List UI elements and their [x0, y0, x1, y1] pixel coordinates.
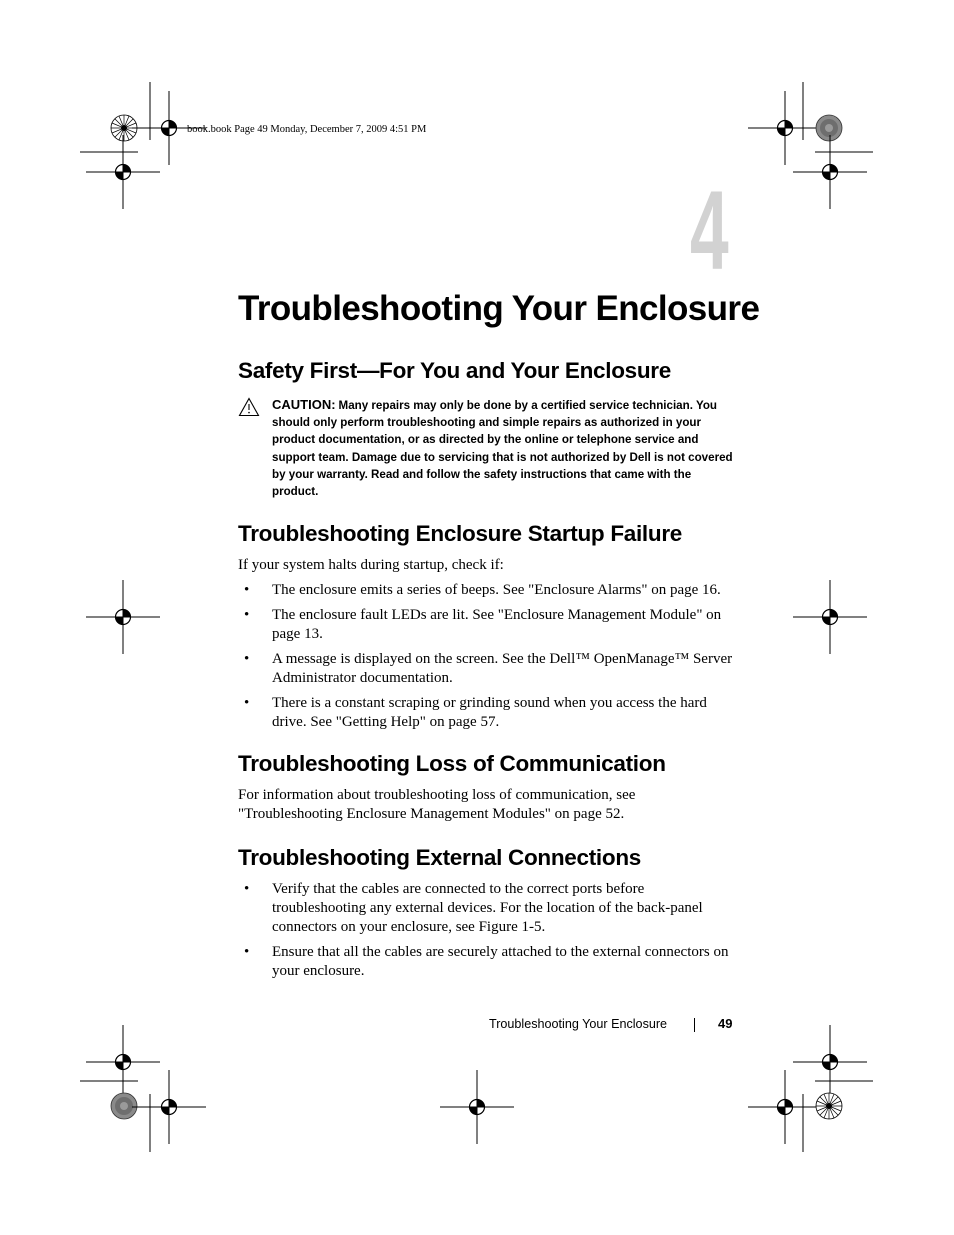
communication-heading: Troubleshooting Loss of Communication: [238, 751, 666, 776]
list-item: [238, 694, 738, 732]
chapter-number: 4: [690, 168, 729, 293]
bullet-icon: •: [244, 944, 250, 960]
registration-crosshair-icon: [86, 135, 160, 209]
bullet-icon: •: [244, 695, 250, 711]
caution-notice: [272, 396, 734, 500]
registration-crosshair-icon: [132, 1070, 206, 1144]
print-slug: book.book Page 49 Monday, December 7, 2009 4:51 PM: [187, 124, 427, 135]
startup-bullet-list: [238, 581, 738, 738]
list-item-text: There is a constant scraping or grinding sound when you access the hard drive. See "Getting Help" on page 57.: [272, 695, 707, 730]
bullet-icon: •: [244, 651, 250, 667]
bullet-icon: •: [244, 582, 250, 598]
registration-crosshair-icon: [748, 91, 822, 165]
list-item-text: A message is displayed on the screen. See the Dell™ OpenManage™ Server Administrator documentation.: [272, 651, 733, 686]
registration-crosshair-icon: [793, 1025, 867, 1099]
bullet-icon: •: [244, 881, 250, 897]
registration-crosshair-icon: [793, 580, 867, 654]
footer-title: Troubleshooting Your Enclosure: [489, 1017, 668, 1031]
list-item-text: Verify that the cables are connected to the correct ports before troubleshooting any external devices. For the location of the back-panel connectors on your enclosure, see Figure 1-5.: [272, 881, 703, 935]
registration-rosette-icon: [816, 1093, 842, 1119]
color-disc-icon: [111, 1093, 137, 1119]
registration-crosshair-icon: [440, 1070, 514, 1144]
bullet-icon: •: [244, 607, 250, 623]
list-item: [238, 880, 738, 937]
list-item: [238, 606, 738, 644]
registration-crosshair-icon: [86, 580, 160, 654]
list-item: [238, 581, 738, 600]
list-item-text: The enclosure emits a series of beeps. See "Enclosure Alarms" on page 16.: [272, 582, 721, 598]
chapter-title: Troubleshooting Your Enclosure: [238, 289, 760, 328]
external-heading: Troubleshooting External Connections: [238, 845, 641, 870]
list-item: [238, 650, 738, 688]
external-bullet-list: [238, 880, 738, 987]
caution-text: Many repairs may only be done by a certified service technician. You should only perform troubleshooting and simple repairs as authorized in your product documentation, or as directed by the online or telephone service and support team. Damage due to servicing that is not authorized by Dell is not covered by your warranty. Read and follow the safety instructions that came with the product.: [272, 399, 733, 499]
safety-heading: Safety First—For You and Your Enclosure: [238, 358, 671, 383]
page-number: 49: [718, 1016, 733, 1031]
registration-crosshair-icon: [748, 1070, 822, 1144]
list-item-text: The enclosure fault LEDs are lit. See "Enclosure Management Module" on page 13.: [272, 607, 722, 642]
registration-crosshair-icon: [86, 1025, 160, 1099]
communication-text: For information about troubleshooting loss of communication, see "Troubleshooting Enclosure Management Modules" on page 52.: [238, 787, 636, 822]
startup-heading: Troubleshooting Enclosure Startup Failure: [238, 521, 682, 546]
startup-intro: If your system halts during startup, check if:: [238, 557, 504, 573]
color-disc-icon: [816, 115, 842, 141]
registration-crosshair-icon: [793, 135, 867, 209]
list-item: [238, 943, 738, 981]
caution-label: CAUTION:: [272, 397, 336, 412]
caution-icon: [238, 397, 260, 417]
footer-divider: [694, 1018, 695, 1032]
list-item-text: Ensure that all the cables are securely attached to the external connectors on your enclosure.: [272, 944, 729, 979]
